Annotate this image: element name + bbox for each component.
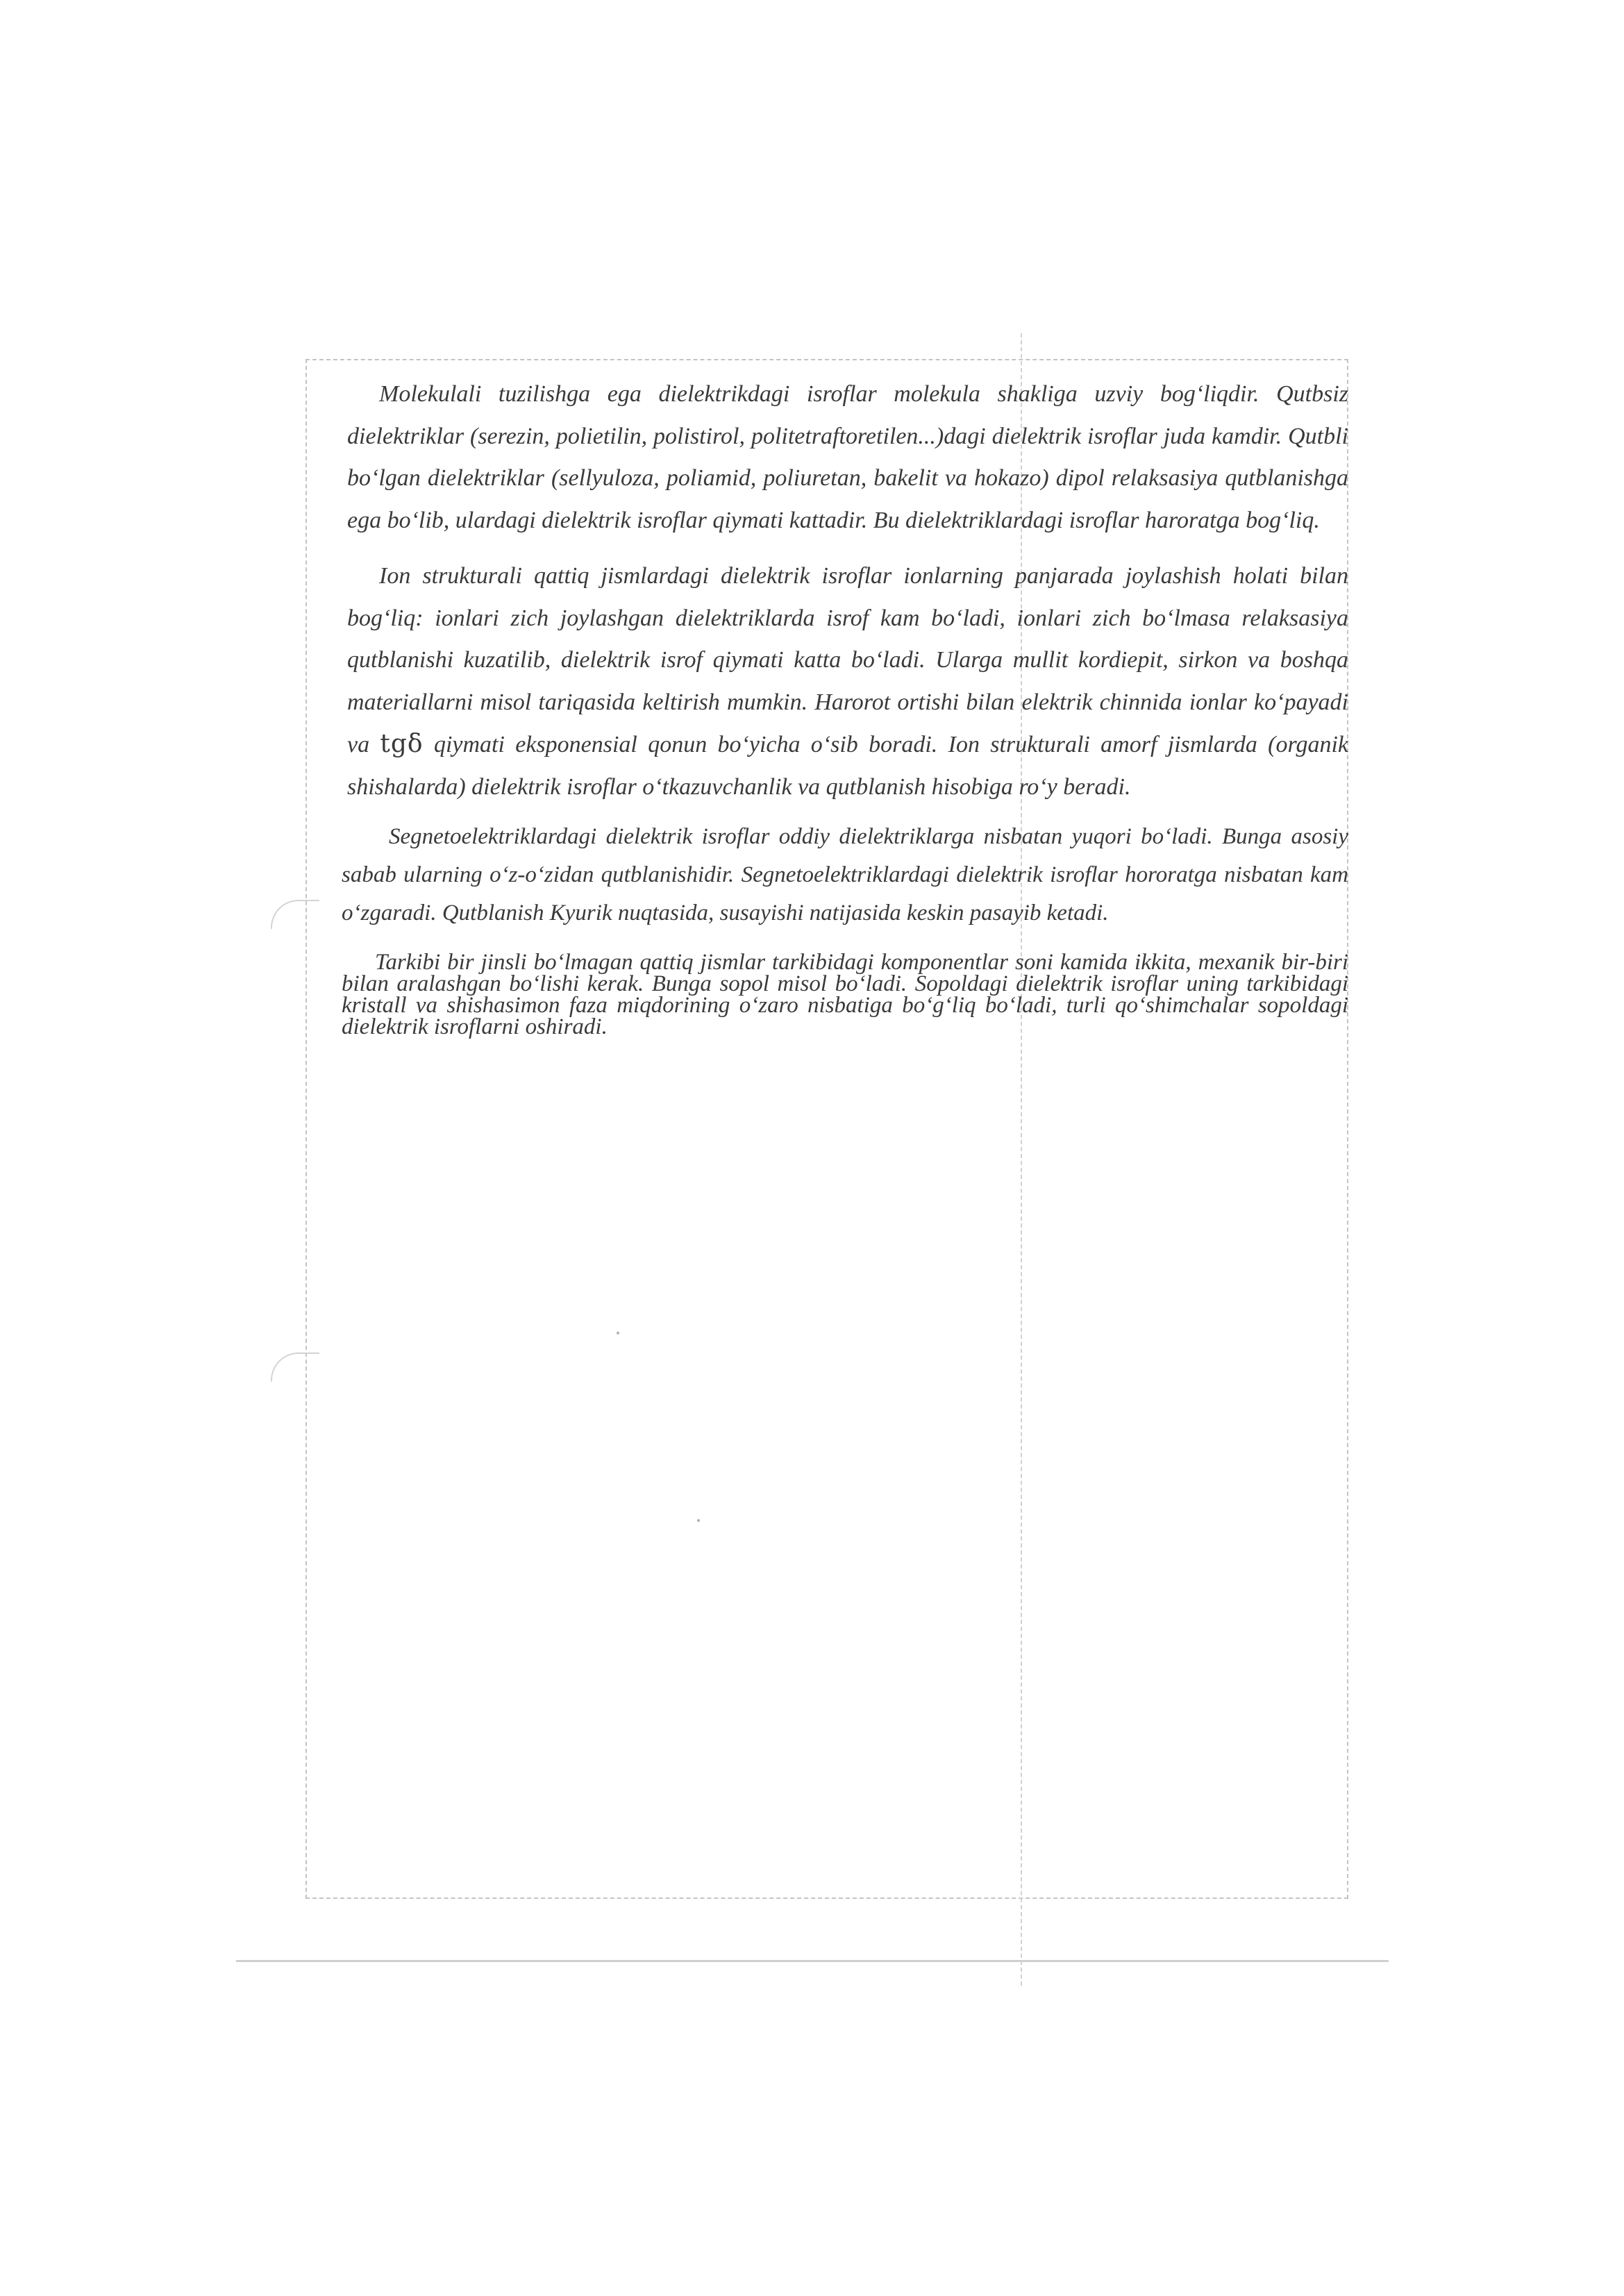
scan-speck [617,1332,619,1334]
document-body [342,374,1348,1039]
paragraph-ionic-text-before: Ion strukturali qattiq jismlardagi dielektrik isroflar ionlarning panjarada joylashish holati bilan bog‘liq: ionlari zich joylashgan dielektriklarda isrof kam bo‘ladi, ionlari zich bo‘lmasa relaksasiya qutblanishi kuzatilib, dielektrik isrof qiymati katta bo‘ladi. Ularga mullit kordiepit, sirkon va boshqa materiallarni misol tariqasida keltirish mumkin. Harorot ortishi bilan elektrik chinnida ionlar ko‘payadi va [347,563,1348,757]
paragraph-ionic-text-after: qiymati eksponensial qonun bo‘yicha o‘sib boradi. Ion strukturali amorf jismlarda (organik shishalarda) dielektrik isroflar o‘tkazuvchanlik va qutblanish hisobiga ro‘y beradi. [347,732,1348,800]
paragraph-molecular: Molekulali tuzilishga ega dielektrikdagi isroflar molekula shakliga uzviy bog‘liqdir. Qutbsiz dielektriklar (serezin, polietilin, polistirol, politetraftoretilen...)dagi dielektrik isroflar juda kamdir. Qutbli bo‘lgan dielektriklar (sellyuloza, poliamid, poliuretan, bakelit va hokazo) dipol relaksasiya qutblanishga ega bo‘lib, ulardagi dielektrik isroflar qiymati kattadir. Bu dielektriklardagi isroflar haroratga bog‘liq. [347,381,1348,533]
paragraph-ionic [328,555,1348,808]
paragraph-ferroelectric: Segnetoelektriklardagi dielektrik isroflar oddiy dielektriklarga nisbatan yuqori bo‘ladi. Bunga asosiy sabab ularning o‘z-o‘zidan qutblanishidir. Segnetoelektriklardagi dielektrik isroflar hororatga nisbatan kam o‘zgaradi. Qutblanish Kyurik nuqtasida, susayishi natijasida keskin pasayib ketadi. [342,824,1348,925]
paragraph-heterogeneous: Tarkibi bir jinsli bo‘lmagan qattiq jismlar tarkibidagi komponentlar soni kamida ikkita, mexanik bir-biri bilan aralashgan bo‘lishi kerak. Bunga sopol misol bo‘ladi. Sopoldagi dielektrik isroflar uning tarkibidagi kristall va shishasimon faza miqdorining o‘zaro nisbatiga bo‘g‘liq bo‘ladi, turli qo‘shimchalar sopoldagi dielektrik isroflarni oshiradi. [342,950,1348,1039]
punch-hole-mark [271,900,319,929]
tan-delta-symbol: tgδ [380,730,424,758]
punch-hole-mark [271,1352,319,1382]
bottom-rule [236,1960,1389,1962]
scan-speck [697,1519,700,1522]
